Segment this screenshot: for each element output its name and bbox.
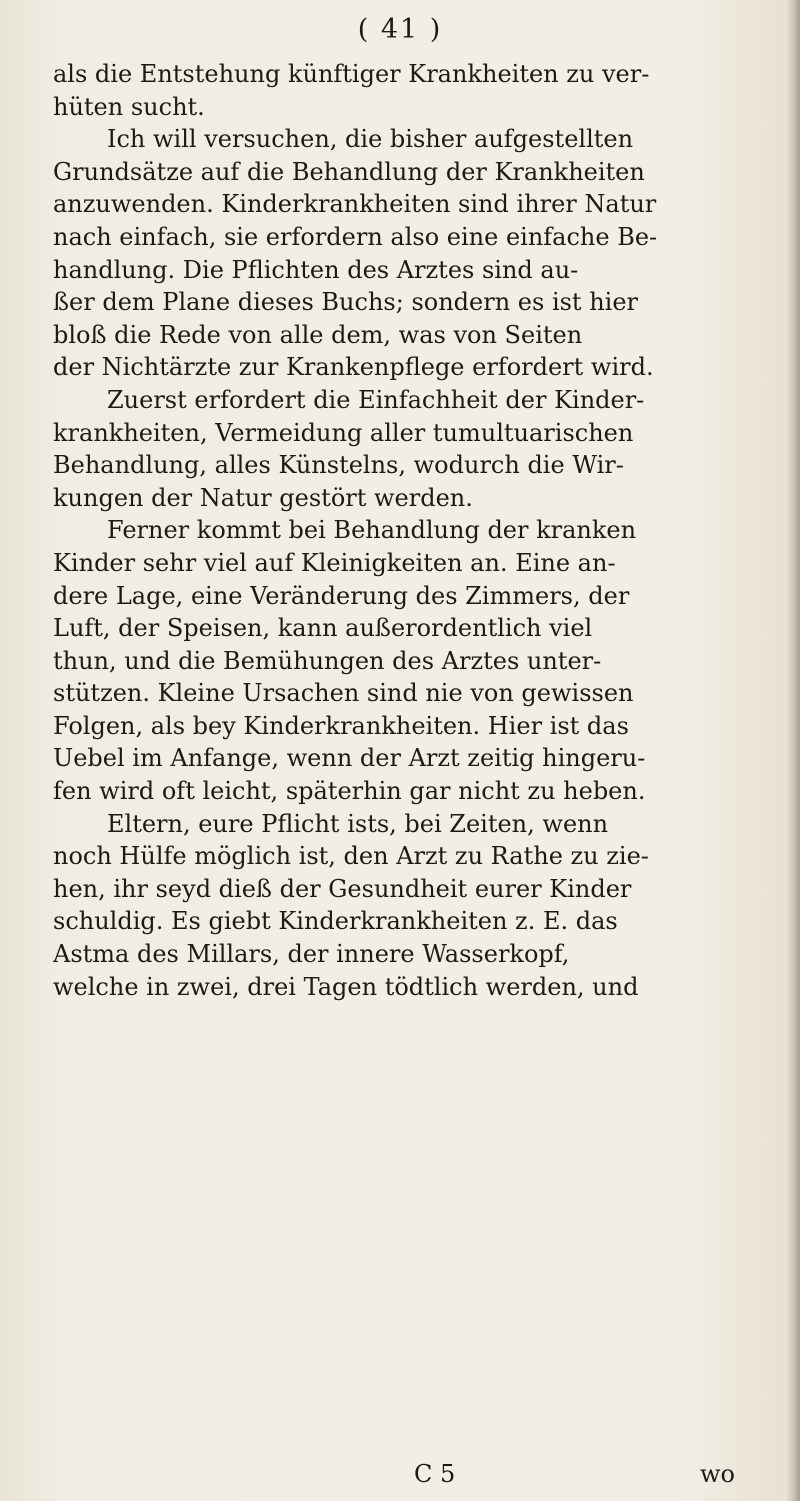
text-line: bloß die Rede von alle dem, was von Seiten [53,320,583,349]
text-line: Luft, der Speisen, kann außerordentlich viel [53,614,593,643]
catchline [0,1458,800,1490]
text-line: Grundsätze auf die Behandlung der Krankheiten [53,157,645,186]
page-number: ( 41 ) [357,14,443,45]
text-line: welche in zwei, drei Tagen tödtlich werden, und [53,972,639,1001]
text-line: Kinder sehr viel auf Kleinigkeiten an. Eine an- [53,548,616,577]
text-line: kungen der Natur gestört werden. [53,483,473,512]
text-line: handlung. Die Pflichten des Arztes sind au- [53,255,579,284]
text-line: dere Lage, eine Veränderung des Zimmers, der [53,581,630,610]
signature-mark: C 5 [414,1460,456,1488]
text-line: der Nichtärzte zur Krankenpflege erfordert wird. [53,353,654,382]
text-line: Astma des Millars, der innere Wasserkopf, [53,940,570,969]
page-edge-shadow [786,0,800,1501]
text-line: schuldig. Es giebt Kinderkrankheiten z. E. das [53,907,618,936]
text-line: Behandlung, alles Künstelns, wodurch die Wir- [53,451,624,480]
text-line: ßer dem Plane dieses Buchs; sondern es ist hier [53,288,639,317]
text-line: Ich will versuchen, die bisher aufgestellten [107,125,634,154]
text-line: hüten sucht. [53,92,205,121]
text-line: Zuerst erfordert die Einfachheit der Kinder- [107,385,645,414]
catchword: wo [700,1460,735,1488]
text-line: als die Entstehung künftiger Krankheiten zu ver- [53,60,650,88]
text-line: stützen. Kleine Ursachen sind nie von gewissen [53,679,634,708]
text-line: noch Hülfe möglich ist, den Arzt zu Rathe zu zie- [53,842,649,871]
text-line: Ferner kommt bei Behandlung der kranken [107,516,637,545]
text-line: anzuwenden. Kinderkrankheiten sind ihrer Natur [53,190,657,219]
text-line: hen, ihr seyd dieß der Gesundheit eurer Kinder [53,874,632,903]
text-line: thun, und die Bemühungen des Arztes unter- [53,646,602,675]
text-line: nach einfach, sie erfordern also eine einfache Be- [53,222,658,251]
text-line: Eltern, eure Pflicht ists, bei Zeiten, wenn [107,809,609,838]
text-line: krankheiten, Vermeidung aller tumultuarischen [53,418,634,447]
body-text [53,58,783,1003]
text-line: fen wird oft leicht, späterhin gar nicht zu heben. [53,777,646,806]
text-line: Folgen, als bey Kinderkrankheiten. Hier ist das [53,711,629,740]
text-line: Uebel im Anfange, wenn der Arzt zeitig hingeru- [53,744,646,773]
